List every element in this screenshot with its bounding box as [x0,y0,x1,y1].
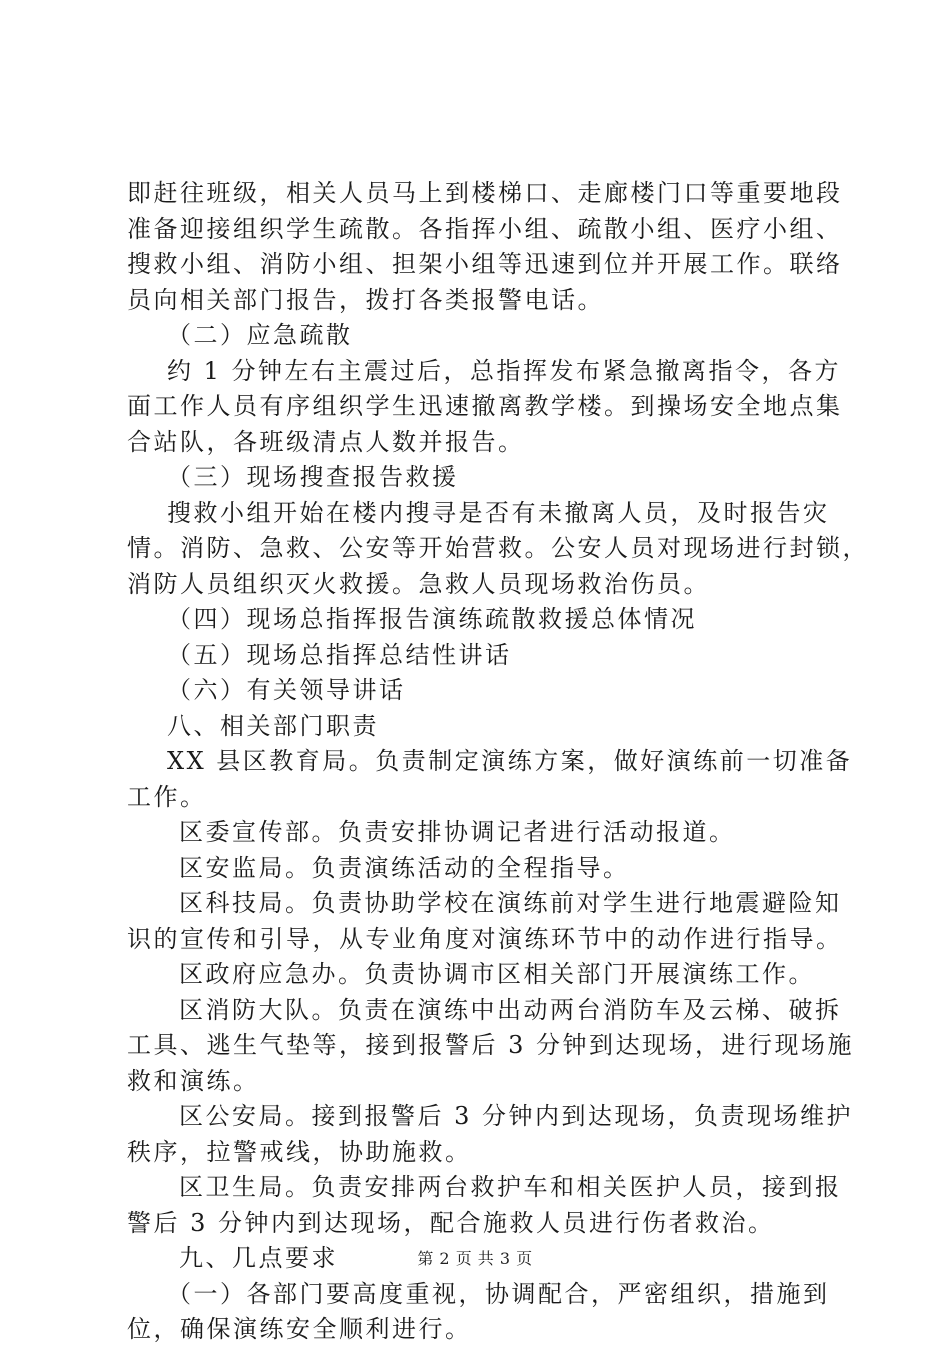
text-line: 救和演练。 [127,1066,260,1095]
text-line: 约 1 分钟左右主震过后，总指挥发布紧急撤离指令，各方 [167,356,842,385]
section-heading-summary [127,638,827,674]
text-line: （六）有关领导讲话 [167,676,406,704]
paragraph-safety-bureau [127,851,827,887]
text-line: （五）现场总指挥总结性讲话 [167,640,512,669]
text-line: 秩序，拉警戒线，协助施救。 [127,1137,472,1166]
paragraph-police-bureau [127,1099,854,1170]
text-line: 区政府应急办。负责协调市区相关部门开展演练工作。 [179,960,815,988]
text-line: 识的宣传和引导，从专业角度对演练环节中的动作进行指导。 [127,924,843,953]
paragraph-emergency-office [127,957,827,993]
text-line: （四）现场总指挥报告演练疏散救援总体情况 [167,605,697,633]
text-line: 区卫生局。负责安排两台救护车和相关医护人员，接到报 [179,1173,842,1201]
text-line: 工作。 [127,782,207,811]
text-line: 区公安局。接到报警后 3 分钟内到达现场，负责现场维护 [179,1102,854,1130]
text-line: 搜救小组、消防小组、担架小组等迅速到位并开展工作。联络 [127,250,843,278]
text-line: （二）应急疏散 [167,321,353,349]
paragraph-fire-brigade [127,993,855,1100]
text-line: 区安监局。负责演练活动的全程指导。 [179,853,630,882]
text-line: 合站队，各班级清点人数并报告。 [127,427,525,456]
text-line: （一）各部门要高度重视，协调配合，严密组织，措施到 [167,1279,830,1308]
section-heading-duties [127,709,827,745]
text-line: （三）现场搜查报告救援 [167,463,459,491]
text-line: 区科技局。负责协助学校在演练前对学生进行地震避险知 [179,889,842,917]
text-line: 区消防大队。负责在演练中出动两台消防车及云梯、破拆 [179,995,842,1024]
section-heading-evacuation [127,318,827,354]
text-line: 消防人员组织灭火救援。急救人员现场救治伤员。 [127,569,710,598]
section-heading-search [127,460,827,496]
paragraph-arrival [127,176,843,318]
text-line: 面工作人员有序组织学生迅速撤离教学楼。到操场安全地点集 [127,392,843,420]
text-line: 即赶往班级，相关人员马上到楼梯口、走廊楼门口等重要地段 [127,179,843,207]
paragraph-evacuation [127,354,843,461]
section-heading-leader-speech [127,673,827,709]
text-line: 区委宣传部。负责安排协调记者进行活动报道。 [179,818,736,846]
text-line: 工具、逃生气垫等，接到报警后 3 分钟到达现场，进行现场施 [127,1031,855,1059]
text-line: 员向相关部门报告，拨打各类报警电话。 [127,285,604,314]
paragraph-science-bureau [127,886,843,957]
text-line: 警后 3 分钟内到达现场，配合施救人员进行伤者救治。 [127,1208,775,1237]
text-line: 准备迎接组织学生疏散。各指挥小组、疏散小组、医疗小组、 [127,214,843,243]
text-line: 八、相关部门职责 [167,711,379,740]
paragraph-education-bureau [127,744,853,815]
paragraph-requirement-1 [127,1277,830,1348]
document-body [127,176,869,1348]
section-heading-report [127,602,827,638]
page-number-footer: 第 2 页 共 3 页 [417,1249,533,1268]
text-line: XX 县区教育局。负责制定演练方案，做好演练前一切准备 [167,747,853,775]
paragraph-publicity-dept [127,815,827,851]
paragraph-health-bureau [127,1170,842,1241]
text-line: 九、几点要求 [179,1244,338,1272]
text-line: 位，确保演练安全顺利进行。 [127,1315,472,1343]
paragraph-search [127,496,869,603]
text-line: 情。消防、急救、公安等开始营救。公安人员对现场进行封锁， [127,534,869,562]
text-line: 搜救小组开始在楼内搜寻是否有未撤离人员，及时报告灾 [167,498,830,527]
